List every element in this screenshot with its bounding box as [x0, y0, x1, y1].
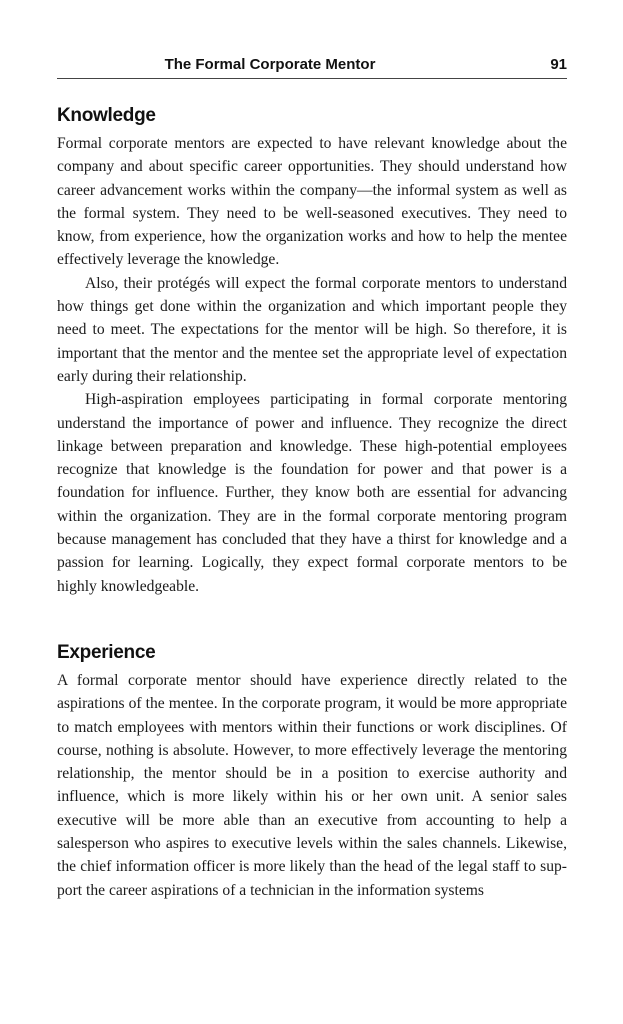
section-heading-knowledge: Knowledge: [57, 105, 156, 126]
paragraph: High-aspiration employees participating in formal corporate mentoring understand the importance of power and influence. They recognize the direct linkage between preparation and knowledge. These high-potential employees recognize that knowledge is the foundation for power and that power is a foundation for influence. Further, they know both are essential for advancing within the organization. They are in the formal corporate mentoring program because management has concluded that they have a thirst for knowledge and a passion for learning. Logically, they expect formal corporate mentors to be highly knowledgeable.: [57, 391, 567, 595]
paragraph: A formal corporate mentor should have experience directly related to the aspirations of the mentee. In the corporate program, it would be more appropriate to match employees with mentors within their functions or work disciplines. Of course, nothing is absolute. However, to more effectively leverage the mentoring relationship, the mentor should be in a position to exercise authority and influence, which is more likely within his or her own unit. A senior sales executive will be more able than an executive from accounting to help a salesperson who aspires to executive levels within the sales channels. Likewise, the chief information officer is more likely than the head of the legal staff to support the career aspirations of a technician in the information systems: [57, 672, 567, 899]
paragraph: Also, their protégés will expect the formal corporate mentors to understand how things get done within the organization and which important people they need to meet. The expectations for the mentor will be high. So therefore, it is important that the mentor and the mentee set the appropriate level of expectation early during their relationship.: [57, 274, 567, 385]
running-header: [57, 54, 567, 76]
paragraph: Formal corporate mentors are expected to have relevant knowledge about the company and about specific career opportunities. They should understand how career advancement works within the company—the informal system as well as the formal system. They need to be well-seasoned executives. They need to know, from experience, how the organization works and how to help the mentee effectively leverage the knowledge.: [57, 135, 567, 269]
section-body-knowledge: [57, 132, 567, 598]
header-rule: [57, 78, 567, 79]
page-number: 91: [550, 56, 567, 73]
running-title: The Formal Corporate Mentor: [164, 56, 376, 73]
section-heading-experience: Experience: [57, 642, 156, 663]
section-body-experience: [57, 669, 567, 902]
